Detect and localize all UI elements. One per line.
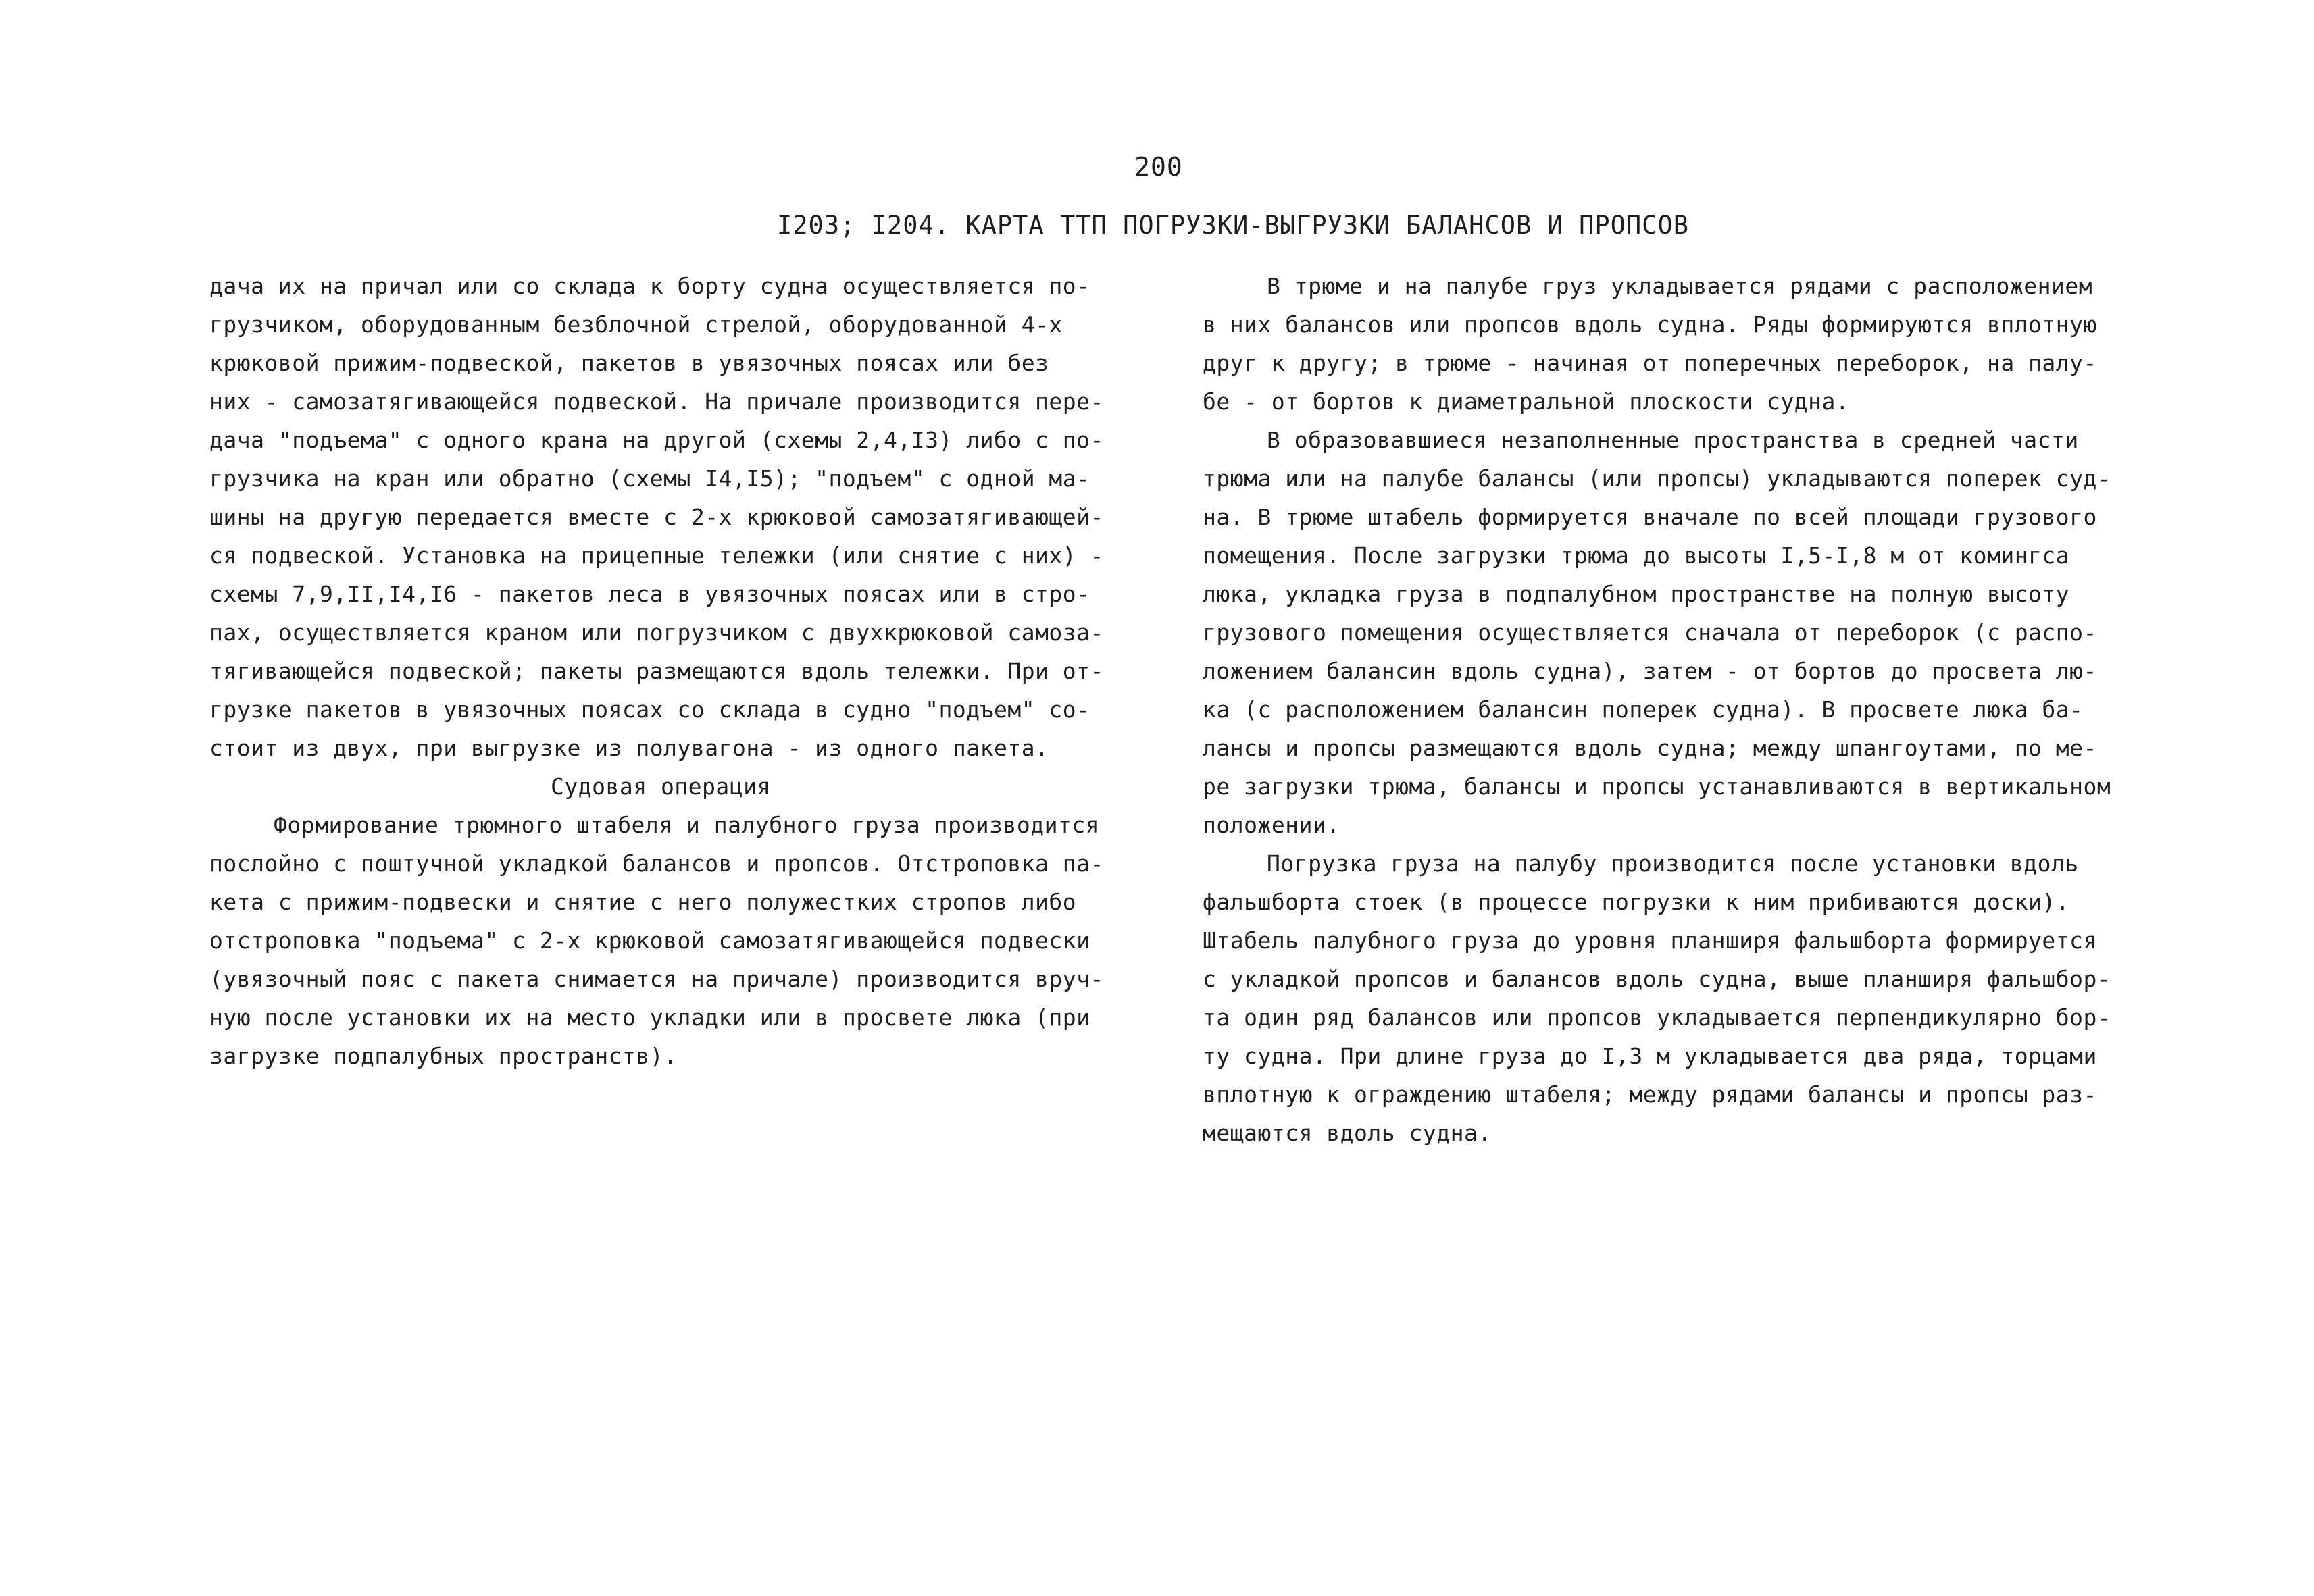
- page-number: 200: [1134, 152, 1183, 182]
- text-line: бе - от бортов к диаметральной плоскости судна.: [1203, 388, 1850, 415]
- text-line: грузового помещения осуществляется сначала от переборок (с распо-: [1203, 619, 2097, 646]
- text-line: друг к другу; в трюме - начиная от поперечных переборок, на палу-: [1203, 350, 2097, 376]
- right-paragraph-2: [1203, 421, 2111, 844]
- text-line: крюковой прижим-подвеской, пакетов в увязочных поясах или без: [209, 350, 1049, 376]
- right-paragraph-3: [1203, 844, 2111, 1152]
- text-line: грузчика на кран или обратно (схемы I4,I5); "подъем" с одной ма-: [209, 465, 1090, 492]
- text-line: фальшборта стоек (в процессе погрузки к ним прибиваются доски).: [1203, 889, 2070, 915]
- section-heading: Судовая операция: [551, 773, 771, 800]
- text-line: Погрузка груза на палубу производится после установки вдоль: [1267, 850, 2079, 877]
- text-line: дача "подъема" с одного крана на другой (схемы 2,4,I3) либо с по-: [209, 427, 1104, 453]
- text-line: вплотную к ограждению штабеля; между рядами балансы и пропсы раз-: [1203, 1081, 2097, 1108]
- text-line: Штабель палубного груза до уровня планширя фальшборта формируется: [1203, 927, 2097, 954]
- text-line: мещаются вдоль судна.: [1203, 1120, 1492, 1146]
- text-line: помещения. После загрузки трюма до высоты I,5-I,8 м от комингса: [1203, 542, 2070, 569]
- text-line: ре загрузки трюма, балансы и пропсы устанавливаются в вертикальном: [1203, 773, 2111, 800]
- text-line: в них балансов или пропсов вдоль судна. Ряды формируются вплотную: [1203, 311, 2097, 338]
- text-line: тягивающейся подвеской; пакеты размещаются вдоль тележки. При от-: [209, 658, 1104, 684]
- text-line: ка (с расположением балансин поперек судна). В просвете люка ба-: [1203, 696, 2084, 723]
- text-line: дача их на причал или со склада к борту судна осуществляется по-: [209, 273, 1090, 299]
- text-line: грузке пакетов в увязочных поясах со склада в судно "подъем" со-: [209, 696, 1090, 723]
- text-line: них - самозатягивающейся подвеской. На причале производится пере-: [209, 388, 1104, 415]
- text-line: с укладкой пропсов и балансов вдоль судна, выше планширя фальшбор-: [1203, 966, 2111, 992]
- text-line: ту судна. При длине груза до I,3 м укладывается два ряда, торцами: [1203, 1043, 2097, 1069]
- left-paragraph-1: [209, 267, 1104, 767]
- page-title: I203; I204. КАРТА ТТП ПОГРУЗКИ-ВЫГРУЗКИ БАЛАНСОВ И ПРОПСОВ: [777, 211, 1690, 240]
- left-paragraph-2: [209, 806, 1104, 1075]
- text-line: кета с прижим-подвески и снятие с него полужестких стропов либо: [209, 889, 1077, 915]
- text-line: положении.: [1203, 812, 1340, 838]
- text-line: послойно с поштучной укладкой балансов и пропсов. Отстроповка па-: [209, 850, 1104, 877]
- text-line: грузчиком, оборудованным безблочной стрелой, оборудованной 4-х: [209, 311, 1063, 338]
- text-line: В трюме и на палубе груз укладывается рядами с расположением: [1267, 273, 2093, 299]
- text-line: стоит из двух, при выгрузке из полувагона - из одного пакета.: [209, 735, 1049, 761]
- text-line: та один ряд балансов или пропсов укладывается перпендикулярно бор-: [1203, 1004, 2111, 1031]
- text-line: люка, укладка груза в подпалубном пространстве на полную высоту: [1203, 581, 2070, 607]
- text-line: трюма или на палубе балансы (или пропсы) укладываются поперек суд-: [1203, 465, 2111, 492]
- text-line: на. В трюме штабель формируется вначале по всей площади грузового: [1203, 504, 2097, 530]
- text-line: загрузке подпалубных пространств).: [209, 1043, 678, 1069]
- left-column: [209, 267, 1104, 1075]
- text-line: лансы и пропсы размещаются вдоль судна; между шпангоутами, по ме-: [1203, 735, 2097, 761]
- text-line: В образовавшиеся незаполненные пространства в средней части: [1267, 427, 2079, 453]
- text-line: шины на другую передается вместе с 2-х крюковой самозатягивающей-: [209, 504, 1104, 530]
- text-line: ся подвеской. Установка на прицепные тележки (или снятие с них) -: [209, 542, 1104, 569]
- text-line: схемы 7,9,II,I4,I6 - пакетов леса в увязочных поясах или в стро-: [209, 581, 1090, 607]
- right-paragraph-1: [1203, 267, 2111, 421]
- text-line: отстроповка "подъема" с 2-х крюковой самозатягивающейся подвески: [209, 927, 1090, 954]
- text-line: Формирование трюмного штабеля и палубного груза производится: [274, 812, 1100, 838]
- text-line: пах, осуществляется краном или погрузчиком с двухкрюковой самоза-: [209, 619, 1104, 646]
- text-line: ную после установки их на место укладки или в просвете люка (при: [209, 1004, 1090, 1031]
- text-line: ложением балансин вдоль судна), затем - от бортов до просвета лю-: [1203, 658, 2097, 684]
- text-line: (увязочный пояс с пакета снимается на причале) производится вруч-: [209, 966, 1104, 992]
- right-column: [1203, 267, 2111, 1152]
